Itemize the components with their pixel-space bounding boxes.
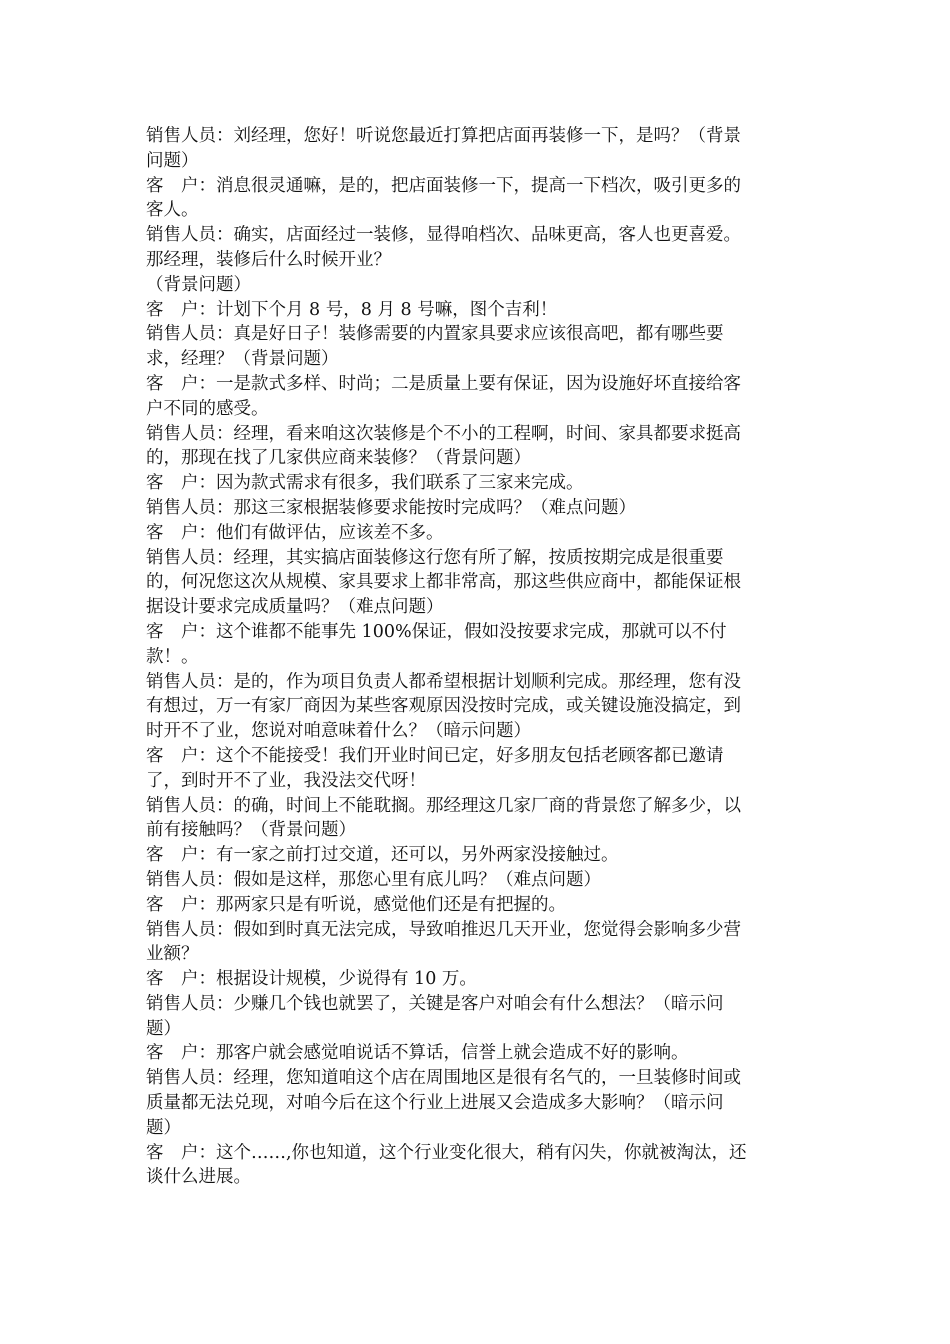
text-line: 了，到时开不了业，我没法交代呀！ bbox=[146, 770, 426, 791]
text-line: 销售人员：假如到时真无法完成，导致咱推迟几天开业，您觉得会影响多少营 bbox=[146, 919, 741, 940]
text-line: 题） bbox=[146, 1018, 181, 1039]
text-line: 求，经理？（背景问题） bbox=[146, 349, 339, 370]
text-line: 时开不了业，您说对咱意味着什么？（暗示问题） bbox=[146, 721, 531, 742]
text-line: 客 户：有一家之前打过交道，还可以，另外两家没接触过。 bbox=[146, 845, 619, 866]
text-line: 户不同的感受。 bbox=[146, 398, 269, 419]
text-line: 客 户：消息很灵通嘛，是的，把店面装修一下，提高一下档次，吸引更多的 bbox=[146, 175, 741, 196]
text-line: 业额？ bbox=[146, 944, 199, 965]
text-line: 销售人员：经理，其实搞店面装修这行您有所了解，按质按期完成是很重要 bbox=[146, 547, 724, 568]
text-line: 的，何况您这次从规模、家具要求上都非常高，那这些供应商中，都能保证根 bbox=[146, 572, 741, 593]
dialogue-text bbox=[146, 124, 806, 1190]
text-line: 客 户：这个不能接受！我们开业时间已定，好多朋友包括老顾客都已邀请 bbox=[146, 745, 724, 766]
text-line: 客人。 bbox=[146, 200, 199, 221]
text-line: 那经理，装修后什么时候开业？ bbox=[146, 249, 391, 270]
text-line: （背景问题） bbox=[146, 274, 251, 295]
text-line: 款！。 bbox=[146, 646, 199, 667]
text-line: 销售人员：真是好日子！装修需要的内置家具要求应该很高吧，都有哪些要 bbox=[146, 324, 724, 345]
text-line: 销售人员：假如是这样，那您心里有底儿吗？（难点问题） bbox=[146, 869, 601, 890]
text-line: 的，那现在找了几家供应商来装修？（背景问题） bbox=[146, 448, 531, 469]
text-line: 谈什么进展。 bbox=[146, 1167, 251, 1188]
text-line: 销售人员：的确，时间上不能耽搁。那经理这几家厂商的背景您了解多少，以 bbox=[146, 795, 741, 816]
text-line: 销售人员：经理，您知道咱这个店在周围地区是很有名气的，一旦装修时间或 bbox=[146, 1068, 741, 1089]
text-line: 客 户：他们有做评估，应该差不多。 bbox=[146, 522, 444, 543]
text-line: 客 户：那两家只是有听说，感觉他们还是有把握的。 bbox=[146, 894, 566, 915]
text-line: 销售人员：那这三家根据装修要求能按时完成吗？（难点问题） bbox=[146, 497, 636, 518]
text-line: 客 户：计划下个月 8 号，8 月 8 号嘛，图个吉利！ bbox=[146, 299, 558, 320]
text-line: 客 户：那客户就会感觉咱说话不算话，信誉上就会造成不好的影响。 bbox=[146, 1043, 689, 1064]
text-line: 客 户：这个谁都不能事先 100%保证，假如没按要求完成，那就可以不付 bbox=[146, 621, 727, 642]
text-line: 客 户：一是款式多样、时尚；二是质量上要有保证，因为设施好坏直接给客 bbox=[146, 373, 741, 394]
text-line: 销售人员：确实，店面经过一装修，显得咱档次、品味更高，客人也更喜爱。 bbox=[146, 225, 741, 246]
text-line: 客 户：因为款式需求有很多，我们联系了三家来完成。 bbox=[146, 473, 584, 494]
text-line: 据设计要求完成质量吗？（难点问题） bbox=[146, 597, 444, 618]
text-line: 题） bbox=[146, 1117, 181, 1138]
text-line: 有想过，万一有家厂商因为某些客观原因没按时完成，或关键设施没搞定，到 bbox=[146, 696, 741, 717]
text-line: 销售人员：刘经理，您好！听说您最近打算把店面再装修一下，是吗？（背景 bbox=[146, 126, 741, 146]
text-line: 销售人员：少赚几个钱也就罢了，关键是客户对咱会有什么想法？（暗示问 bbox=[146, 993, 724, 1014]
text-line: 质量都无法兑现，对咱今后在这个行业上进展又会造成多大影响？（暗示问 bbox=[146, 1093, 724, 1114]
text-line: 问题） bbox=[146, 150, 199, 171]
text-line: 客 户：这个……,你也知道，这个行业变化很大，稍有闪失，你就被淘汰，还 bbox=[146, 1142, 747, 1163]
text-line: 销售人员：是的，作为项目负责人都希望根据计划顺利完成。那经理，您有没 bbox=[146, 671, 741, 692]
text-line: 前有接触吗？（背景问题） bbox=[146, 820, 356, 841]
text-line: 客 户：根据设计规模，少说得有 10 万。 bbox=[146, 969, 477, 990]
text-line: 销售人员：经理，看来咱这次装修是个不小的工程啊，时间、家具都要求挺高 bbox=[146, 423, 741, 444]
